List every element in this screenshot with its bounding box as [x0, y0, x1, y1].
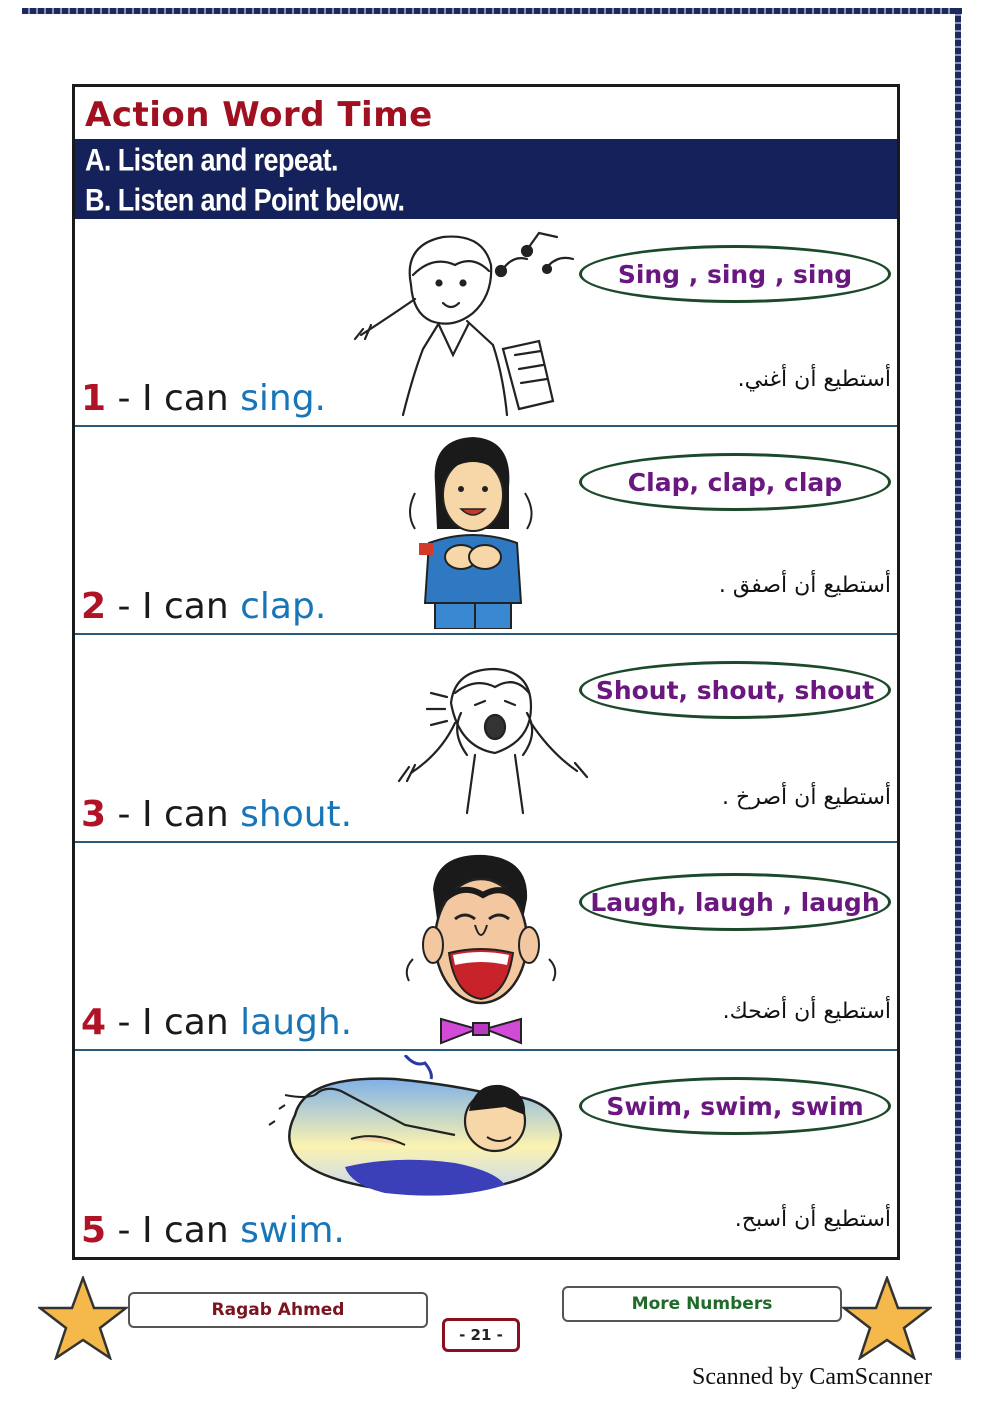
- chant-bubble: Clap, clap, clap: [579, 453, 891, 511]
- arabic-translation: أستطيع أن أصفق .: [718, 573, 891, 598]
- chant-bubble: Laugh, laugh , laugh: [579, 873, 891, 931]
- action-row-shout: [75, 635, 897, 843]
- page-right-rule: [955, 8, 961, 1360]
- sentence: [81, 586, 326, 627]
- action-row-sing: [75, 219, 897, 427]
- sentence-text: - I can: [117, 794, 241, 835]
- sentence-text: - I can: [117, 1002, 241, 1043]
- instruction-b: B. Listen and Point below.: [85, 183, 405, 218]
- scanner-watermark: Scanned by CamScanner: [692, 1364, 932, 1390]
- chant-bubble: Swim, swim, swim: [579, 1077, 891, 1135]
- arabic-translation: أستطيع أن أضحك.: [722, 999, 891, 1024]
- boy-swimming-icon: [255, 1055, 565, 1205]
- item-number: 1: [81, 378, 107, 419]
- sentence: [81, 794, 352, 835]
- chant-bubble: Sing , sing , sing: [579, 245, 891, 303]
- action-verb: sing.: [240, 378, 326, 419]
- worksheet-title: Action Word Time: [85, 95, 433, 135]
- item-number: 5: [81, 1210, 107, 1251]
- star-icon: [38, 1276, 128, 1360]
- action-row-clap: [75, 427, 897, 635]
- arabic-translation: أستطيع أن أغني.: [737, 367, 891, 392]
- sentence-text: - I can: [117, 1210, 241, 1251]
- section-box: More Numbers: [562, 1286, 842, 1322]
- action-row-swim: [75, 1051, 897, 1259]
- sentence-text: - I can: [117, 378, 241, 419]
- instruction-a: A. Listen and repeat.: [85, 143, 338, 178]
- chant-bubble: Shout, shout, shout: [579, 661, 891, 719]
- sentence-text: - I can: [117, 586, 241, 627]
- item-number: 2: [81, 586, 107, 627]
- item-number: 4: [81, 1002, 107, 1043]
- arabic-translation: أستطيع أن أصرخ .: [722, 785, 891, 810]
- star-icon: [842, 1276, 932, 1360]
- page-top-rule: [22, 8, 962, 14]
- girl-clapping-icon: [405, 433, 541, 629]
- sentence: [81, 1210, 345, 1251]
- girl-shouting-icon: [391, 663, 591, 833]
- arabic-translation: أستطيع أن أسبح.: [734, 1207, 891, 1232]
- instructions-banner: [75, 139, 897, 219]
- item-number: 3: [81, 794, 107, 835]
- page-number: - 21 -: [442, 1318, 520, 1352]
- action-verb: shout.: [240, 794, 353, 835]
- action-verb: laugh.: [240, 1002, 353, 1043]
- action-verb: clap.: [240, 586, 327, 627]
- action-verb: swim.: [240, 1210, 345, 1251]
- worksheet-frame: [72, 84, 900, 1260]
- girl-singing-icon: [343, 225, 579, 421]
- sentence: [81, 1002, 352, 1043]
- author-box: Ragab Ahmed: [128, 1292, 428, 1328]
- action-row-laugh: [75, 843, 897, 1051]
- sentence: [81, 378, 326, 419]
- man-laughing-icon: [393, 849, 563, 1045]
